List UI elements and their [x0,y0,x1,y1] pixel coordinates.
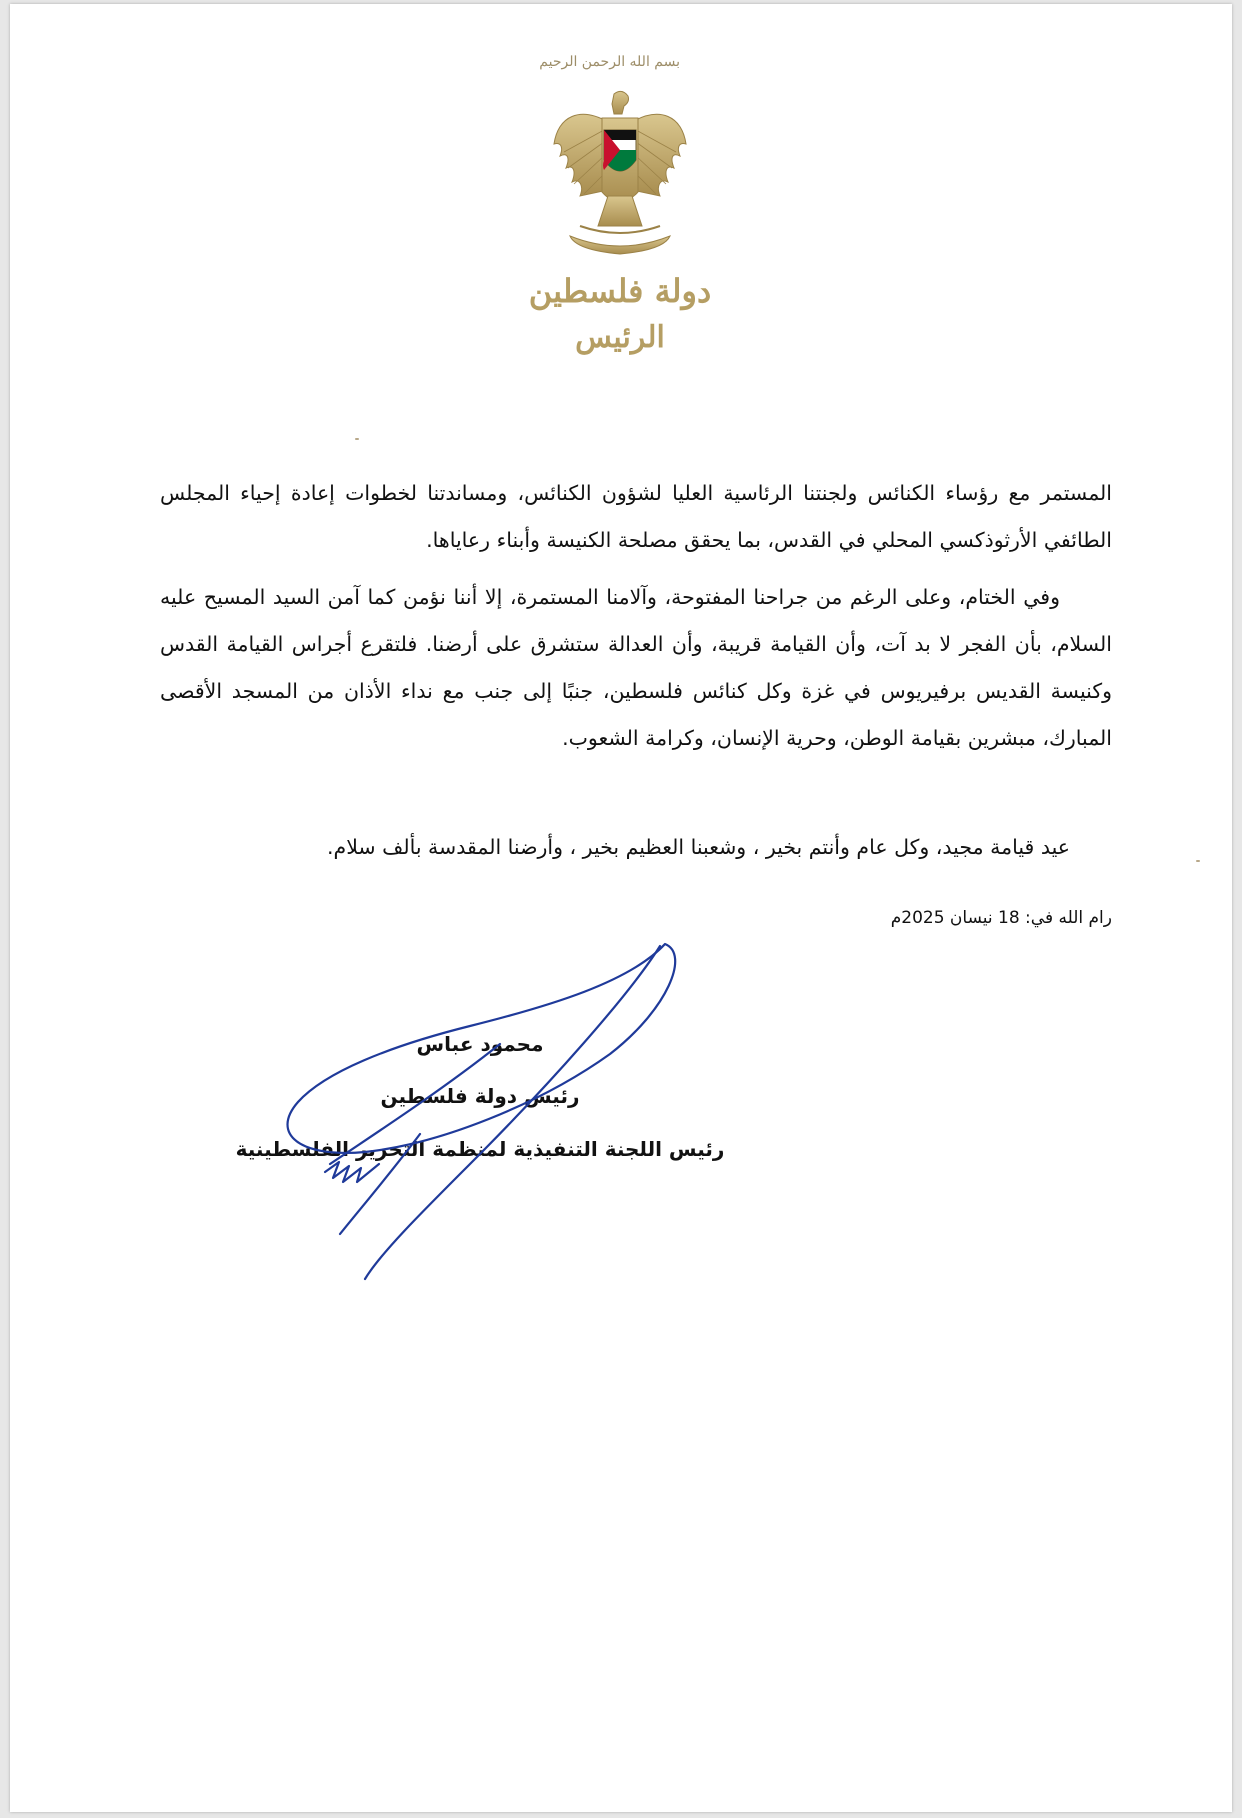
body-paragraph-1: المستمر مع رؤساء الكنائس ولجنتنا الرئاسية العليا لشؤون الكنائس، ومساندتنا لخطوات إعادة إحياء المجلس الطائفي الأرثوذكسي المحلي في القدس، بما يحقق مصلحة الكنيسة وأبناء رعاياها. [160,481,1112,552]
letterhead-office-name: الرئيس [575,320,665,355]
signatory-name: محمود عباس [416,1032,544,1056]
signatory-title-2: رئيس اللجنة التنفيذية لمنظمة التحرير الفلسطينية [235,1137,725,1161]
closing-greeting: عيد قيامة مجيد، وكل عام وأنتم بخير ، وشعبنا العظيم بخير ، وأرضنا المقدسة بألف سلام. [326,835,1070,859]
handwritten-signature-icon [270,934,710,1304]
signatory-title-1: رئيس دولة فلسطين [380,1084,580,1108]
date-line: رام الله في: 18 نيسان 2025م [890,908,1112,928]
letter-page [10,4,1232,1812]
eagle-emblem-icon [550,86,690,271]
paper-speck [355,438,359,440]
paper-speck [1196,860,1200,862]
basmala-calligraphy: بسم الله الرحمن الرحيم [539,54,680,70]
letterhead-state-name: دولة فلسطين [528,272,712,310]
body-paragraph-2: وفي الختام، وعلى الرغم من جراحنا المفتوحة، وآلامنا المستمرة، إلا أننا نؤمن كما آمن السيد المسيح عليه السلام، بأن الفجر لا بد آت، وأن القيامة قريبة، وأن العدالة ستشرق على أرضنا. فلتقرع أجراس القيامة القدس وكنيسة القديس برفيريوس في غزة وكل كنائس فلسطين، جنبًا إلى جنب مع نداء الأذان من المسجد الأقصى المبارك، مبشرين بقيامة الوطن، وحرية الإنسان، وكرامة الشعوب. [160,585,1112,750]
